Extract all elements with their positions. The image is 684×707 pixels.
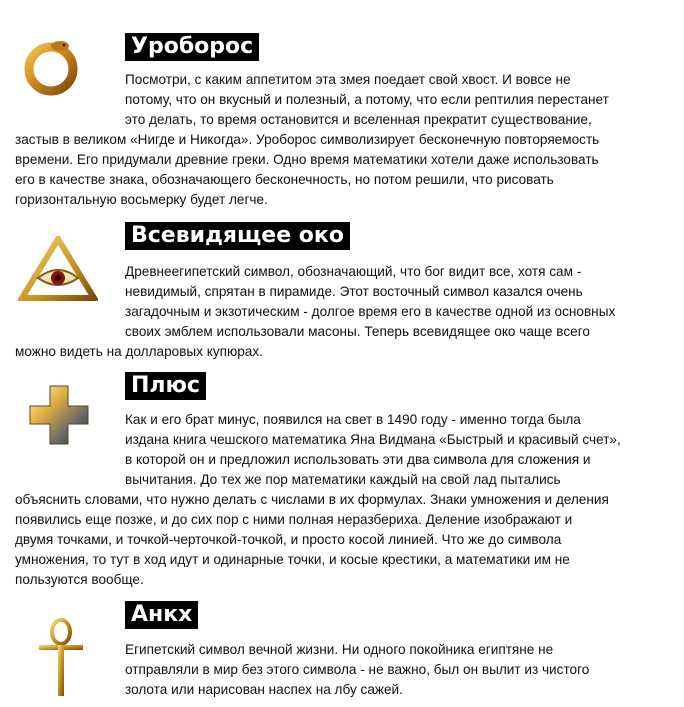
text-line: умножения, то тут в ход идут и одинарные точки, и косые крестики, а математики им не: [15, 552, 570, 567]
text-line: появились еще позже, и до сих пор с ними полная неразбериха. Деление изображают и: [15, 512, 573, 527]
text-line: его в качестве знака, обозначающего бесконечность, но потом решили, что рисовать: [15, 172, 554, 187]
section-title: Анкх: [125, 601, 198, 629]
text-line: загадочным и экзотическим - долгое время его в качестве одной из основных: [125, 304, 616, 319]
text-line: вычитания. До тех же пор математики каждый на свой лад пытались: [125, 472, 561, 487]
section-title: Уроборос: [125, 33, 259, 61]
text-line: Древнеегипетский символ, обозначающий, что бог видит все, хотя сам -: [125, 264, 582, 279]
ankh-icon: [36, 618, 86, 698]
text-line: невидимый, спрятан в пирамиде. Этот восточный символ казался очень: [125, 284, 583, 299]
text-line: Египетский символ вечной жизни. Ни одного покойника египтяне не: [125, 642, 554, 657]
text-line: времени. Его придумали древние греки. Одно время математики хотели даже использовать: [15, 152, 599, 167]
text-line: золота или нарисован наспех на лбу сажей.: [125, 682, 403, 697]
text-line: Как и его брат минус, появился на свет в 1490 году - именно тогда была: [125, 412, 581, 427]
text-line: отправляли в мир без этого символа - не важно, был он вылит из чистого: [125, 662, 590, 677]
section-title: Всевидящее око: [125, 222, 350, 250]
text-line: в которой он и предложил использовать эти два символа для сложения и: [125, 452, 591, 467]
text-line: горизонтальную восьмерку будет легче.: [15, 192, 268, 207]
text-line: можно видеть на долларовых купюрах.: [15, 344, 263, 359]
text-line: пользуются вообще.: [15, 572, 144, 587]
text-line: двумя точками, и точкой-черточкой-точкой, и просто косой линией. Что же до символа: [15, 532, 562, 547]
text-line: издана книга чешского математика Яна Видмана «Быстрый и красивый счет»,: [125, 432, 621, 447]
section-title: Плюс: [125, 372, 206, 400]
text-line: своих эмблем использовали масоны. Теперь всевидящее око чаще всего: [125, 324, 590, 339]
text-line: застыв в великом «Нигде и Никогда». Уроборос символизирует бесконечную повторяемость: [15, 132, 600, 147]
text-line: Посмотри, с каким аппетитом эта змея поедает свой хвост. И вовсе не: [125, 72, 571, 87]
text-line: объяснить словами, что нужно делать с числами в их формулах. Знаки умножения и деления: [15, 492, 609, 507]
text-line: это делать, то время остановится и вселенная прекратит существование,: [125, 112, 592, 127]
text-line: потому, что он вкусный и полезный, а потому, что если рептилия перестанет: [125, 92, 609, 107]
